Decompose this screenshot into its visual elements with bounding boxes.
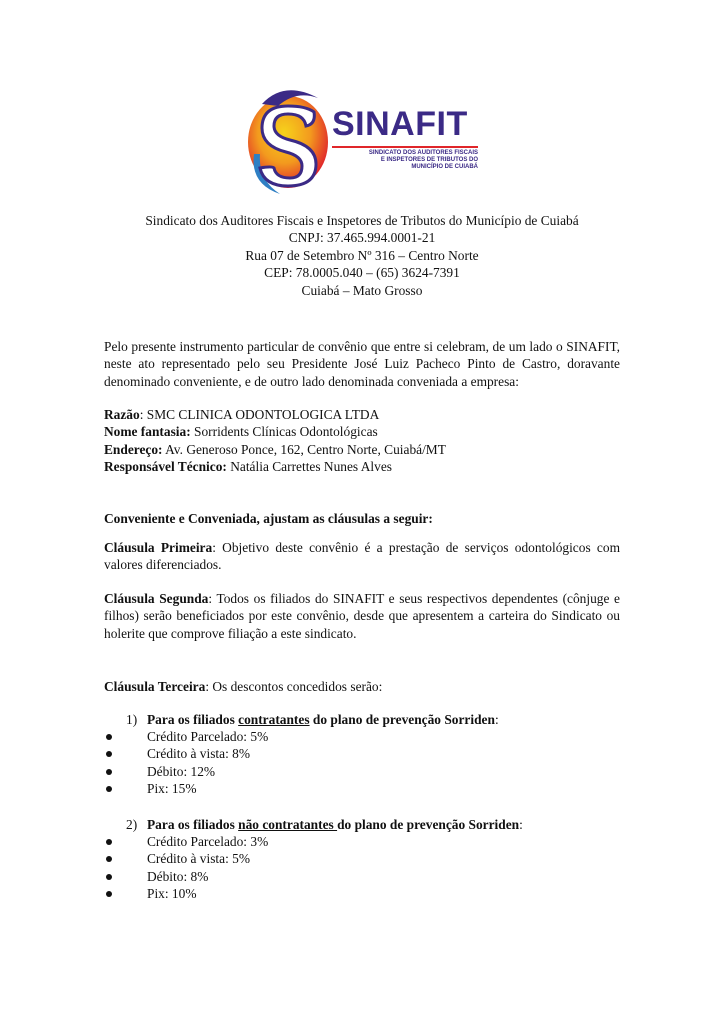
list-heading-post: do plano de prevenção Sorriden: [309, 712, 495, 727]
org-city: Cuiabá – Mato Grosso: [301, 282, 423, 298]
clause-label: Cláusula Segunda: [104, 591, 209, 606]
org-cep-phone: CEP: 78.0005.040 – (65) 3624-7391: [264, 265, 460, 281]
intro-paragraph: Pelo presente instrumento particular de convênio que entre si celebram, de um lado o SINAFIT, neste ato representado pelo seu Presidente José Luiz Pacheco Pinto de Castro, doravante denominado conveniente, e de outro lado denominada conveniada a empresa:: [104, 339, 620, 389]
clause-first: [104, 539, 620, 574]
clause-text: : Objetivo deste convênio é a prestação de serviços odontológicos com valores diferenciados.: [104, 540, 620, 573]
list-item: Crédito Parcelado: 5%: [104, 728, 268, 745]
section-title: Conveniente e Conveniada, ajustam as cláusulas a seguir:: [104, 511, 433, 526]
discount-group-nao-contratantes: [126, 816, 523, 833]
field-endereco: [104, 441, 620, 458]
list-number: 1): [126, 712, 138, 727]
list-heading-underlined: contratantes: [238, 712, 310, 727]
list-heading-post: do plano de prevenção Sorriden: [337, 817, 520, 832]
list-item: Crédito Parcelado: 3%: [104, 833, 268, 850]
field-value: Natália Carrettes Nunes Alves: [226, 459, 392, 475]
list-heading-underlined: não contratantes: [238, 817, 338, 832]
sinafit-logo: [244, 84, 484, 204]
clause-text: : Os descontos concedidos serão:: [205, 679, 383, 694]
clause-third: [104, 678, 620, 695]
clause-label: Cláusula Primeira: [104, 540, 213, 555]
list-item: Débito: 8%: [104, 868, 268, 885]
field-label: Endereço:: [104, 441, 163, 457]
logo-rule: [332, 146, 478, 148]
org-address: Rua 07 de Setembro Nº 316 – Centro Norte: [245, 247, 479, 263]
field-value: : SMC CLINICA ODONTOLOGICA LTDA: [139, 407, 380, 422]
list-heading-colon: :: [519, 817, 523, 832]
logo-subtitle: [342, 150, 478, 171]
letterhead: [0, 212, 724, 299]
clause-text: : Todos os filiados do SINAFIT e seus respectivos dependentes (cônjuge e filhos) serão beneficiados por este convênio, desde que apresentem a carteira do Sindicato ou holerite que comprove filiação a este sindicato.: [104, 591, 620, 641]
list-item: Pix: 10%: [104, 885, 268, 902]
list-heading-pre: Para os filiados: [147, 712, 239, 727]
logo-subtitle-line: E INSPETORES DE TRIBUTOS DO: [380, 157, 478, 163]
list-item: Crédito à vista: 8%: [104, 745, 268, 762]
logo-subtitle-line: SINDICATO DOS AUDITORES FISCAIS: [368, 150, 478, 156]
field-label: Nome fantasia:: [104, 424, 191, 440]
list-number: 2): [126, 817, 138, 832]
org-cnpj: CNPJ: 37.465.994.0001-21: [288, 230, 436, 246]
field-value: Sorridents Clínicas Odontológicas: [190, 424, 378, 440]
list-item: Pix: 15%: [104, 780, 268, 797]
logo-wordmark: SINAFIT: [332, 105, 468, 143]
field-razao: [104, 406, 620, 423]
logo-subtitle-line: MUNICÍPIO DE CUIABÁ: [411, 164, 478, 170]
logo-emblem-icon: [244, 84, 484, 204]
list-item: Débito: 12%: [104, 763, 268, 780]
field-responsavel: [104, 458, 620, 475]
clause-second: [104, 590, 620, 642]
field-fantasia: [104, 423, 620, 440]
org-name: Sindicato dos Auditores Fiscais e Inspetores de Tributos do Município de Cuiabá: [145, 213, 579, 228]
list-item: Crédito à vista: 5%: [104, 850, 268, 867]
field-label: Responsável Técnico:: [104, 459, 227, 475]
list-heading-pre: Para os filiados: [147, 817, 239, 832]
field-label: Razão: [104, 407, 140, 422]
discount-group-contratantes: [126, 711, 499, 728]
list-heading-colon: :: [494, 712, 499, 727]
clause-label: Cláusula Terceira: [104, 679, 206, 694]
discount-list-contratantes: [104, 728, 268, 798]
field-value: Av. Generoso Ponce, 162, Centro Norte, Cuiabá/MT: [162, 441, 446, 457]
discount-list-nao-contratantes: [104, 833, 268, 903]
company-fields: [104, 406, 620, 476]
